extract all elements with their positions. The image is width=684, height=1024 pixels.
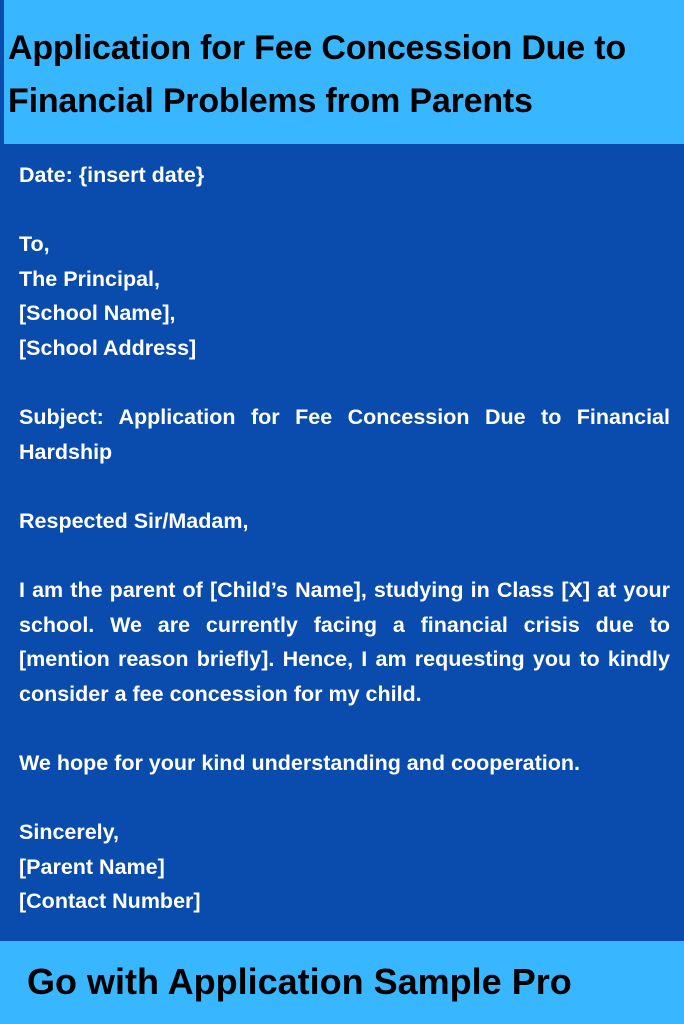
letter-body <box>19 158 670 919</box>
letter-parent-name: [Parent Name] <box>19 854 165 879</box>
header-banner <box>0 0 684 144</box>
letter-sign-off: Sincerely, <box>19 820 119 845</box>
letter-date: Date: {insert date} <box>19 163 205 187</box>
spacer <box>19 366 670 401</box>
letter-body-paragraph: I am the parent of [Child’s Name], studying in Class [X] at your school. We are currently facing a financial crisis due to [mention reason briefly]. Hence, I am requesting you to kindly consider a fee concession for my child. <box>19 578 670 706</box>
footer-text: Go with Application Sample Pro <box>27 961 572 1002</box>
footer-banner <box>0 941 684 1024</box>
letter-subject: Subject: Application for Fee Concession Due to Financial Hardship <box>19 405 670 464</box>
page-title: Application for Fee Concession Due to Financial Problems from Parents <box>8 29 626 120</box>
letter-school-address: [School Address] <box>19 335 197 360</box>
spacer <box>19 469 670 504</box>
letter-school-name: [School Name], <box>19 301 176 326</box>
spacer <box>19 781 670 816</box>
letter-closing-line: We hope for your kind understanding and cooperation. <box>19 751 581 776</box>
letter-recipient: The Principal, <box>19 266 160 291</box>
spacer <box>19 539 670 574</box>
letter-contact-number: [Contact Number] <box>19 889 201 914</box>
spacer <box>19 193 670 228</box>
letter-salutation: Respected Sir/Madam, <box>19 508 249 533</box>
letter-to: To, <box>19 232 50 257</box>
spacer <box>19 712 670 747</box>
